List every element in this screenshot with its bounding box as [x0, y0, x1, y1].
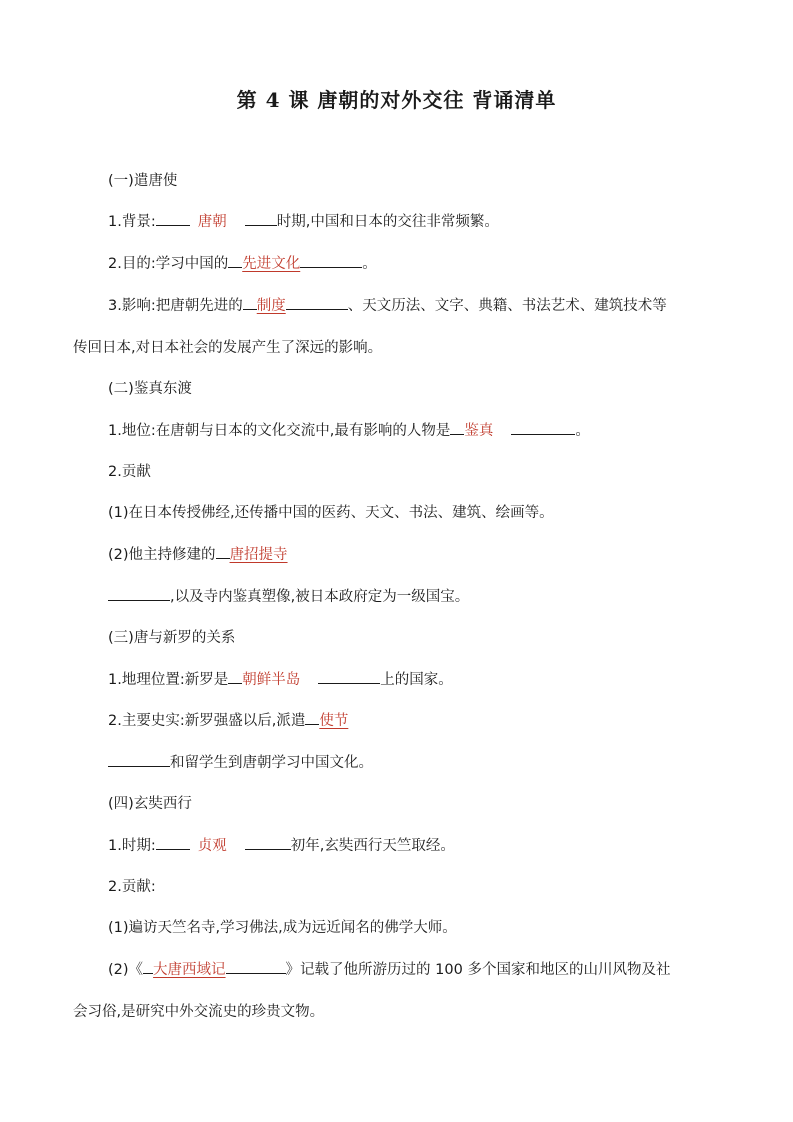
- fill-blank: [108, 586, 170, 601]
- jianzhen-contribution-2-continued: [108, 586, 469, 608]
- line-prefix: 1.地位:在唐朝与日本的文化交流中,最有影响的人物是: [108, 423, 451, 439]
- answer-text: 贞观: [197, 838, 227, 854]
- silla-location-line: [108, 669, 453, 691]
- page-title: 第 4 课 唐朝的对外交往 背诵清单: [236, 88, 557, 112]
- line-suffix: 》记载了他所游历过的 100 多个国家和地区的山川风物及社: [285, 962, 671, 978]
- xuanzang-contribution-1: (1)遍访天竺名寺,学习佛法,成为远近闻名的佛学大师。: [108, 920, 457, 936]
- answer-text: 先进文化: [242, 256, 301, 272]
- section-heading-xuanzang: (四)玄奘西行: [108, 796, 192, 812]
- jianzhen-contribution-2: [108, 544, 288, 566]
- answer-text: 唐朝: [197, 214, 227, 230]
- fill-blank: [243, 295, 257, 310]
- section-heading-jianzhen: (二)鉴真东渡: [108, 381, 192, 397]
- fill-blank: [300, 253, 362, 268]
- fill-blank: [216, 544, 230, 559]
- line-suffix: 。: [575, 423, 590, 439]
- line-continuation: 和留学生到唐朝学习中国文化。: [170, 755, 373, 771]
- silla-history-continued: [108, 752, 373, 774]
- answer-text: 制度: [256, 298, 286, 314]
- envoys-purpose-line: [108, 253, 377, 275]
- jianzhen-contribution-1: (1)在日本传授佛经,还传播中国的医药、天文、书法、建筑、绘画等。: [108, 505, 554, 521]
- jianzhen-status-line: [108, 420, 590, 442]
- line-prefix: 3.影响:把唐朝先进的: [108, 298, 243, 314]
- fill-blank: [245, 211, 277, 226]
- answer-text: 使节: [319, 713, 349, 729]
- fill-blank: [156, 211, 190, 226]
- envoys-background-line: [108, 211, 499, 233]
- xuanzang-contribution-heading: 2.贡献:: [108, 879, 156, 895]
- answer-text: 大唐西域记: [153, 962, 226, 978]
- fill-blank: [318, 669, 380, 684]
- fill-blank: [228, 669, 242, 684]
- line-prefix: (2)《: [108, 962, 144, 978]
- line-prefix: 1.时期:: [108, 838, 156, 854]
- line-suffix: 时期,中国和日本的交往非常频繁。: [276, 214, 499, 230]
- fill-blank: [108, 752, 170, 767]
- fill-blank: [156, 835, 190, 850]
- fill-blank: [511, 420, 575, 435]
- xuanzang-period-line: [108, 835, 455, 857]
- line-prefix: 2.目的:学习中国的: [108, 256, 229, 272]
- line-suffix: 、天文历法、文字、典籍、书法艺术、建筑技术等: [347, 298, 667, 314]
- line-prefix: (2)他主持修建的: [108, 547, 216, 563]
- answer-text: 鉴真: [464, 423, 494, 439]
- fill-blank: [226, 959, 286, 974]
- line-prefix: 1.背景:: [108, 214, 156, 230]
- answer-text: 朝鲜半岛: [242, 672, 301, 688]
- fill-blank: [143, 959, 153, 974]
- xuanzang-contribution-2-continued: 会习俗,是研究中外交流史的珍贵文物。: [73, 1004, 325, 1020]
- xuanzang-contribution-2: [108, 959, 670, 981]
- line-suffix: 。: [362, 256, 377, 272]
- line-suffix: 上的国家。: [380, 672, 453, 688]
- line-continuation: ,以及寺内鉴真塑像,被日本政府定为一级国宝。: [170, 589, 470, 605]
- fill-blank: [305, 710, 319, 725]
- line-prefix: 2.主要史实:新罗强盛以后,派遣: [108, 713, 306, 729]
- fill-blank: [450, 420, 464, 435]
- fill-blank: [286, 295, 348, 310]
- line-suffix: 初年,玄奘西行天竺取经。: [290, 838, 455, 854]
- envoys-influence-line: [108, 295, 667, 317]
- section-heading-silla: (三)唐与新罗的关系: [108, 630, 236, 646]
- envoys-influence-continued: 传回日本,对日本社会的发展产生了深远的影响。: [73, 340, 383, 356]
- line-prefix: 1.地理位置:新罗是: [108, 672, 229, 688]
- answer-text: 唐招提寺: [229, 547, 288, 563]
- silla-history-line: [108, 710, 348, 732]
- jianzhen-contribution-heading: 2.贡献: [108, 464, 151, 480]
- fill-blank: [245, 835, 291, 850]
- fill-blank: [228, 253, 242, 268]
- section-heading-envoys: (一)遣唐使: [108, 173, 178, 189]
